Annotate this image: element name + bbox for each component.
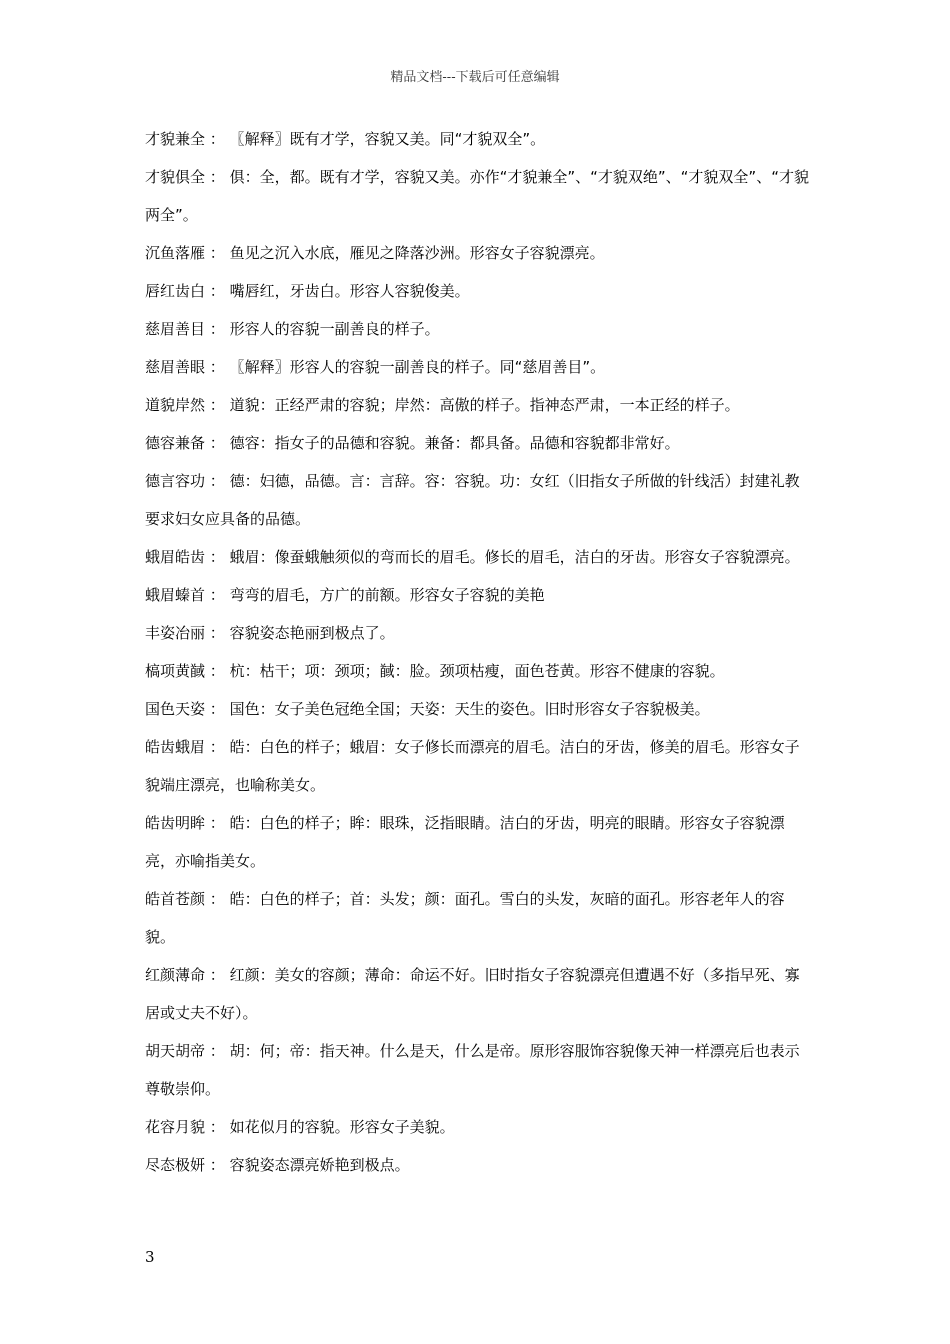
idiom-entry — [145, 310, 810, 348]
term-separator: ： — [205, 244, 230, 262]
term-separator: ： — [205, 434, 230, 452]
idiom-definition: 皓：白色的样子；首：头发；颜：面孔。雪白的头发，灰暗的面孔。形容老年人的容貌。 — [145, 890, 785, 946]
idiom-entry — [145, 538, 810, 576]
term-separator: ： — [205, 624, 230, 642]
idiom-entry — [145, 234, 810, 272]
idiom-entry — [145, 1032, 810, 1108]
idiom-entry — [145, 386, 810, 424]
idiom-definition: 胡：何；帝：指天神。什么是天，什么是帝。原形容服饰容貌像天神一样漂亮后也表示尊敬崇仰。 — [145, 1042, 800, 1098]
idiom-definition: 杭：枯干；项：颈项；馘：脸。颈项枯瘦，面色苍黄。形容不健康的容貌。 — [229, 662, 725, 680]
term-separator: ： — [205, 966, 230, 984]
term-separator: ： — [205, 320, 230, 338]
idiom-entry — [145, 652, 810, 690]
idiom-term: 槁项黄馘 — [145, 662, 206, 680]
idiom-entry — [145, 120, 810, 158]
idiom-definition: 红颜：美女的容颜；薄命：命运不好。旧时指女子容貌漂亮但遭遇不好（多指早死、寡居或丈夫不好）。 — [145, 966, 800, 1022]
idiom-term: 花容月貌 — [145, 1118, 206, 1136]
idiom-entry — [145, 348, 810, 386]
term-separator: ： — [205, 130, 230, 148]
idiom-definition: 蛾眉：像蚕蛾触须似的弯而长的眉毛。修长的眉毛，洁白的牙齿。形容女子容貌漂亮。 — [229, 548, 800, 566]
idiom-definition: 容貌姿态漂亮娇艳到极点。 — [229, 1156, 410, 1174]
idiom-entry — [145, 614, 810, 652]
term-separator: ： — [205, 1042, 230, 1060]
page-number: 3 — [145, 1248, 155, 1266]
idiom-definition: 形容人的容貌一副善良的样子。 — [229, 320, 440, 338]
term-separator: ： — [205, 396, 230, 414]
idiom-definition: 〖解释〗形容人的容貌一副善良的样子。同“慈眉善目”。 — [229, 358, 606, 376]
term-separator: ： — [205, 662, 230, 680]
idiom-term: 皓齿明眸 — [145, 814, 206, 832]
term-separator: ： — [205, 168, 230, 186]
idiom-term: 才貌兼全 — [145, 130, 206, 148]
idiom-entry — [145, 576, 810, 614]
idiom-definition: 鱼见之沉入水底，雁见之降落沙洲。形容女子容貌漂亮。 — [229, 244, 605, 262]
idiom-definition: 皓：白色的样子；眸：眼珠，泛指眼睛。洁白的牙齿，明亮的眼睛。形容女子容貌漂亮，亦喻指美女。 — [145, 814, 785, 870]
term-separator: ： — [205, 282, 230, 300]
idiom-term: 才貌俱全 — [145, 168, 206, 186]
idiom-entry — [145, 690, 810, 728]
term-separator: ： — [205, 586, 230, 604]
idiom-entry — [145, 728, 810, 804]
term-separator: ： — [205, 472, 230, 490]
idiom-term: 国色天姿 — [145, 700, 206, 718]
term-separator: ： — [205, 700, 230, 718]
idiom-term: 道貌岸然 — [145, 396, 206, 414]
idiom-definition: 〖解释〗既有才学，容貌又美。同“才貌双全”。 — [229, 130, 546, 148]
idiom-term: 尽态极妍 — [145, 1156, 206, 1174]
idiom-entry — [145, 804, 810, 880]
idiom-term: 沉鱼落雁 — [145, 244, 206, 262]
idiom-entry — [145, 424, 810, 462]
idiom-term: 胡天胡帝 — [145, 1042, 206, 1060]
idiom-term: 德容兼备 — [145, 434, 206, 452]
idiom-term: 蛾眉螓首 — [145, 586, 206, 604]
idiom-term: 慈眉善目 — [145, 320, 206, 338]
term-separator: ： — [205, 814, 230, 832]
idiom-term: 慈眉善眼 — [145, 358, 206, 376]
idiom-definition: 弯弯的眉毛，方广的前额。形容女子容貌的美艳 — [229, 586, 545, 604]
idiom-entry — [145, 462, 810, 538]
idiom-definition: 德：妇德，品德。言：言辞。容：容貌。功：女红（旧指女子所做的针线活）封建礼教要求妇女应具备的品德。 — [145, 472, 800, 528]
term-separator: ： — [205, 1118, 230, 1136]
idiom-entry — [145, 1108, 810, 1146]
idiom-definition: 俱：全，都。既有才学，容貌又美。亦作“才貌兼全”、“才貌双绝”、“才貌双全”、“才貌两全”。 — [145, 168, 809, 224]
idiom-definition: 国色：女子美色冠绝全国；天姿：天生的姿色。旧时形容女子容貌极美。 — [229, 700, 710, 718]
idiom-entry — [145, 956, 810, 1032]
term-separator: ： — [205, 358, 230, 376]
idiom-entry — [145, 1146, 810, 1184]
idiom-definition: 德容：指女子的品德和容貌。兼备：都具备。品德和容貌都非常好。 — [229, 434, 680, 452]
idiom-term: 德言容功 — [145, 472, 206, 490]
idiom-list — [145, 120, 810, 1184]
idiom-term: 蛾眉皓齿 — [145, 548, 206, 566]
idiom-term: 唇红齿白 — [145, 282, 206, 300]
idiom-definition: 容貌姿态艳丽到极点了。 — [229, 624, 395, 642]
idiom-definition: 皓：白色的样子；蛾眉：女子修长而漂亮的眉毛。洁白的牙齿，修美的眉毛。形容女子貌端庄漂亮，也喻称美女。 — [145, 738, 800, 794]
idiom-entry — [145, 880, 810, 956]
term-separator: ： — [205, 738, 230, 756]
idiom-entry — [145, 272, 810, 310]
term-separator: ： — [205, 548, 230, 566]
idiom-definition: 道貌：正经严肃的容貌；岸然：高傲的样子。指神态严肃，一本正经的样子。 — [229, 396, 740, 414]
term-separator: ： — [205, 890, 230, 908]
idiom-term: 皓首苍颜 — [145, 890, 206, 908]
page-header: 精品文档---下载后可任意编辑 — [390, 70, 560, 85]
idiom-entry — [145, 158, 810, 234]
idiom-term: 皓齿蛾眉 — [145, 738, 206, 756]
idiom-term: 红颜薄命 — [145, 966, 206, 984]
idiom-definition: 嘴唇红，牙齿白。形容人容貌俊美。 — [229, 282, 470, 300]
idiom-term: 丰姿冶丽 — [145, 624, 206, 642]
idiom-definition: 如花似月的容貌。形容女子美貌。 — [229, 1118, 455, 1136]
term-separator: ： — [205, 1156, 230, 1174]
